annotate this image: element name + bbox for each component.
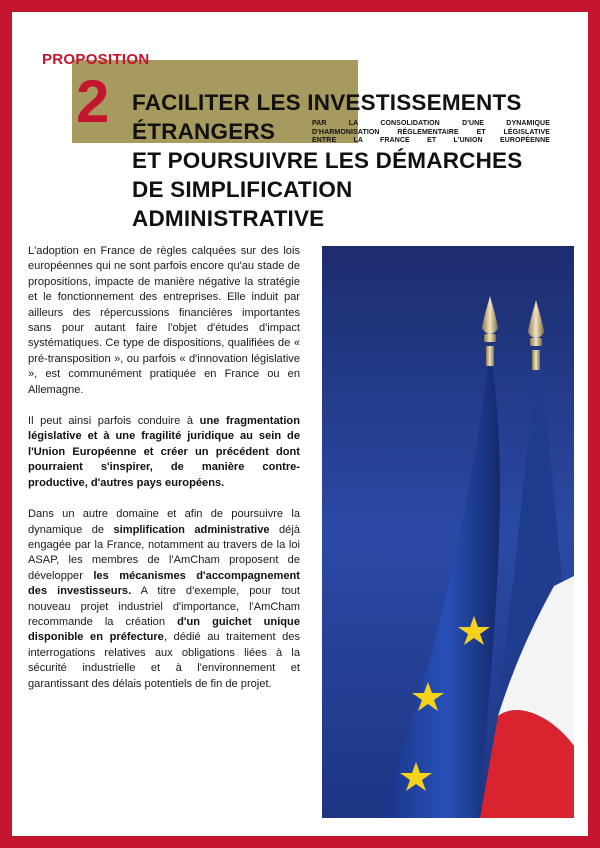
subtitle-line-2: D'HARMONISATION RÉGLEMENTAIRE ET LÉGISLATIVE: [312, 128, 550, 136]
subtitle-line-1: PAR LA CONSOLIDATION D'UNE DYNAMIQUE: [312, 120, 550, 127]
proposition-label: PROPOSITION: [42, 51, 150, 68]
paragraph-1: L'adoption en France de règles calquées sur des lois européennes qui ne sont parfois encore qu'au stade de propositions, impacte de manière négative la stratégie et le fonctionnement des entreprises. Elle induit par ailleurs des répercussions financières importantes sans pour autant faire l'objet d'études d'impact systématiques. Ce type de dispositions, qualifiées de « pré-transposition », ou parfois « d'innovation législative », est communément pratiquée en France ou en Allemagne.: [28, 245, 300, 396]
p2-bold: une fragmentation législative et à une fragilité juridique au sein de l'Union Européenne et créer un précédent dont pourraient s'inspirer, de manière contre-productive, d'autres pays européens.: [28, 415, 300, 489]
title-line-1: FACILITER LES INVESTISSEMENTS: [132, 90, 522, 115]
title-line-3: ET POURSUIVRE LES DÉMARCHES: [132, 148, 523, 173]
proposition-number: 2: [76, 68, 110, 135]
title-line-5: ADMINISTRATIVE: [132, 206, 325, 231]
p3-text-g: , dédié au traitement des interrogations relatives aux obligations liées à la sécurité industrielle et à l'environnement et garantissant des délais potentiels de fin de projet.: [28, 631, 300, 690]
subtitle-line-3: ENTRE LA FRANCE ET L'UNION EUROPÉENNE: [312, 137, 550, 145]
p3-text-a: Dans un autre domaine et afin de poursuivre la dynamique de: [28, 508, 300, 536]
title-line-4: DE SIMPLIFICATION: [132, 177, 353, 202]
p3-text-e: A titre d'exemple, pour tout nouveau projet industriel d'importance, l'AmCham recommande la création: [28, 585, 300, 628]
p2-text: Il peut ainsi parfois conduire à: [28, 415, 200, 428]
paragraph-3: [28, 507, 300, 692]
paragraph-2: [28, 414, 300, 491]
p3-text-c: déjà engagée par la France, notamment au travers de la loi ASAP, les membres de l'AmCham proposent de développer: [28, 523, 300, 582]
p3-bold-f: d'un guichet unique disponible en préfecture: [28, 615, 301, 644]
p3-bold-b: simplification administrative: [113, 523, 270, 536]
subtitle: [312, 120, 550, 146]
flags-eu-france-icon: [322, 246, 574, 818]
title-line-2: ÉTRANGERS: [132, 119, 276, 144]
flags-photo: [322, 246, 574, 818]
p3-bold-d: les mécanismes d'accompagnement des investisseurs.: [28, 569, 300, 598]
body-text: [28, 244, 300, 708]
page: [12, 12, 588, 836]
